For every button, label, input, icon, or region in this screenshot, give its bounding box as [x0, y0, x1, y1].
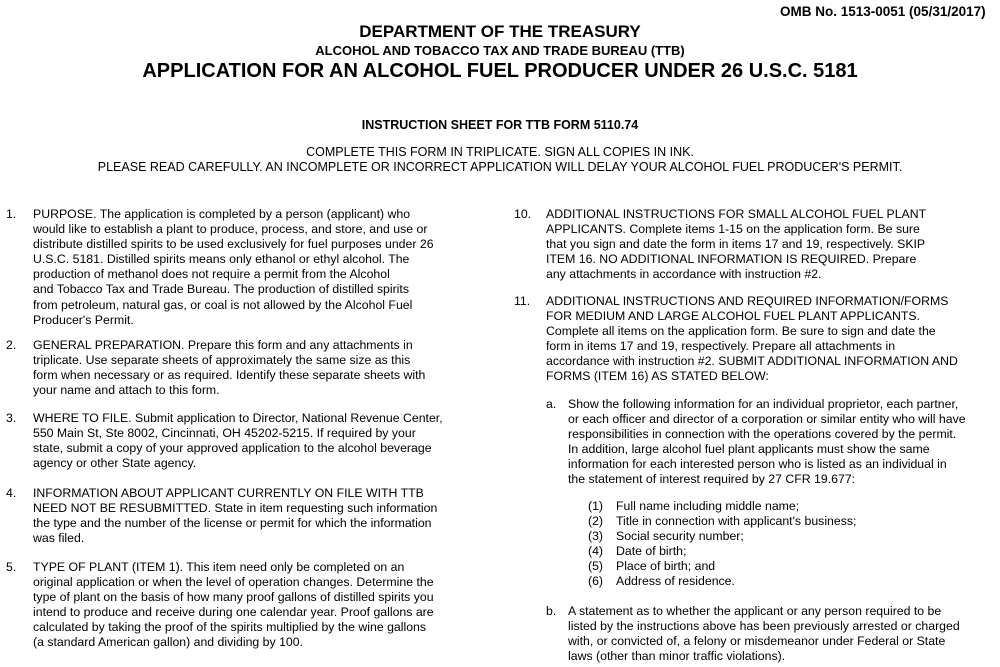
text-line: Show the following information for an individual proprietor, each partner, [568, 397, 959, 411]
text-line: NEED NOT BE RESUBMITTED. State in item requesting such information [33, 501, 438, 516]
list-item-text: Place of birth; and [616, 559, 716, 574]
subitem-mark: a. [546, 397, 557, 411]
required-information-list [588, 499, 856, 590]
text-line: (a standard American gallon) and dividing by 100. [33, 635, 304, 650]
text-line: or each officer and director of a corporation or similar entity who will have [568, 412, 966, 427]
text-line: would like to establish a plant to produce, process, and store, and use or [33, 222, 428, 237]
instruction-3-where-to-file [6, 411, 443, 471]
instruction-2-general-preparation [6, 338, 425, 398]
text-line: and Tobacco Tax and Trade Bureau. The production of distilled spirits [33, 282, 409, 297]
text-line: form when necessary or as required. Identify these separate sheets with [33, 368, 426, 383]
text-line: accordance with instruction #2. SUBMIT ADDITIONAL INFORMATION AND [546, 354, 958, 369]
form-title: APPLICATION FOR AN ALCOHOL FUEL PRODUCER UNDER 26 U.S.C. 5181 [142, 60, 858, 82]
list-item-number: (1) [588, 499, 604, 513]
text-line: responsibilities in connection with the operations covered by the permit. [568, 427, 957, 442]
text-line: GENERAL PREPARATION. Prepare this form and any attachments in [33, 338, 413, 352]
text-line: from petroleum, natural gas, or coal is not allowed by the Alcohol Fuel [33, 297, 413, 312]
department-heading: DEPARTMENT OF THE TREASURY [359, 22, 641, 41]
text-line: U.S.C. 5181. Distilled spirits means only ethanol or ethyl alcohol. The [33, 252, 410, 267]
list-item [588, 574, 856, 589]
text-line: INFORMATION ABOUT APPLICANT CURRENTLY ON FILE WITH TTB [33, 486, 424, 500]
text-line: intend to produce and receive during one calendar year. Proof gallons are [33, 605, 434, 620]
list-item [588, 559, 856, 574]
instruction-4-applicant-on-file [6, 486, 437, 546]
text-line: was filed. [33, 531, 85, 546]
list-item-text: Social security number; [616, 529, 744, 544]
text-line: your name and attach to this form. [33, 383, 220, 398]
text-line: ADDITIONAL INSTRUCTIONS AND REQUIRED INFORMATION/FORMS [546, 294, 949, 308]
text-line: ADDITIONAL INSTRUCTIONS FOR SMALL ALCOHOL FUEL PLANT [546, 207, 927, 221]
instruction-5-type-of-plant [6, 560, 434, 651]
text-line: APPLICANTS. Complete items 1-15 on the application form. Be sure [546, 222, 920, 237]
item-number: 2. [6, 338, 17, 352]
list-item-number: (3) [588, 529, 604, 544]
list-item [588, 499, 856, 514]
text-line: A statement as to whether the applicant or any person required to be [568, 604, 942, 618]
text-line: FOR MEDIUM AND LARGE ALCOHOL FUEL PLANT APPLICANTS. [546, 309, 921, 324]
text-line: information for each interested person who is listed as an individual in [568, 457, 947, 472]
text-line: that you sign and date the form in items 17 and 19, respectively. SKIP [546, 237, 926, 252]
item-number: 11. [514, 294, 531, 308]
item-number: 1. [6, 207, 17, 221]
text-line: 550 Main St, Ste 8002, Cincinnati, OH 45202-5215. If required by your [33, 426, 416, 441]
text-line: with, or convicted of, a felony or misdemeanor under Federal or State [568, 634, 946, 649]
text-line: PURPOSE. The application is completed by a person (applicant) who [33, 207, 411, 221]
list-item-number: (5) [588, 559, 604, 574]
item-number: 4. [6, 486, 17, 500]
text-line: In addition, large alcohol fuel plant applicants must show the same [568, 442, 930, 457]
instruction-sheet-heading: INSTRUCTION SHEET FOR TTB FORM 5110.74 [361, 118, 639, 132]
text-line: FORMS (ITEM 16) AS STATED BELOW: [546, 369, 769, 384]
item-number: 10. [514, 207, 532, 221]
text-line: listed by the instructions above has been previously arrested or charged [568, 619, 960, 634]
subitem-mark: b. [546, 604, 557, 618]
text-line: type of plant on the basis of how many proof gallons of distilled spirits you [33, 590, 434, 605]
list-item-text: Address of residence. [616, 574, 735, 589]
text-line: triplicate. Use separate sheets of approximately the same size as this [33, 353, 411, 368]
list-item-number: (6) [588, 574, 604, 589]
text-line: form in items 17 and 19, respectively. Prepare all attachments in [546, 339, 896, 354]
text-line: laws (other than minor traffic violations). [568, 649, 786, 664]
text-line: calculated by taking the proof of the spirits multiplied by the wine gallons [33, 620, 427, 635]
list-item [588, 529, 856, 544]
text-line: distribute distilled spirits to be used exclusively for fuel purposes under 26 [33, 237, 434, 252]
item-number: 3. [6, 411, 17, 425]
text-line: state, submit a copy of your approved application to the alcohol beverage [33, 441, 432, 456]
omb-number: OMB No. 1513-0051 (05/31/2017) [780, 4, 986, 19]
text-line: Producer's Permit. [33, 312, 134, 327]
list-item-text: Full name including middle name; [616, 499, 800, 513]
list-item-number: (2) [588, 514, 604, 529]
text-line: WHERE TO FILE. Submit application to Director, National Revenue Center, [33, 411, 443, 425]
instruction-1-purpose [6, 207, 434, 328]
text-line: any attachments in accordance with instruction #2. [546, 267, 822, 282]
read-carefully-notice: PLEASE READ CAREFULLY. AN INCOMPLETE OR INCORRECT APPLICATION WILL DELAY YOUR ALCOHOL FUEL PRODUCER'S PERMIT. [97, 160, 903, 174]
text-line: the statement of interest required by 27 CFR 19.677: [568, 472, 856, 487]
list-item [588, 544, 856, 559]
instruction-11-medium-large-plant [514, 294, 958, 385]
text-line: Complete all items on the application form. Be sure to sign and date the [546, 324, 936, 339]
list-item [588, 514, 856, 529]
instruction-10-small-plant [514, 207, 926, 282]
text-line: agency or other State agency. [33, 456, 197, 471]
complete-triplicate-notice: COMPLETE THIS FORM IN TRIPLICATE. SIGN ALL COPIES IN INK. [306, 145, 694, 159]
list-item-text: Date of birth; [616, 544, 687, 559]
text-line: ITEM 16. NO ADDITIONAL INFORMATION IS REQUIRED. Prepare [546, 252, 917, 267]
item-number: 5. [6, 560, 17, 574]
text-line: production of methanol does not require a permit from the Alcohol [33, 267, 390, 282]
text-line: the type and the number of the license or permit for which the information [33, 516, 432, 531]
text-line: TYPE OF PLANT (ITEM 1). This item need only be completed on an [33, 560, 405, 574]
list-item-number: (4) [588, 544, 604, 559]
text-line: original application or when the level of operation changes. Determine the [33, 575, 434, 590]
bureau-heading: ALCOHOL AND TOBACCO TAX AND TRADE BUREAU (TTB) [315, 43, 685, 58]
list-item-text: Title in connection with applicant's business; [616, 514, 857, 529]
